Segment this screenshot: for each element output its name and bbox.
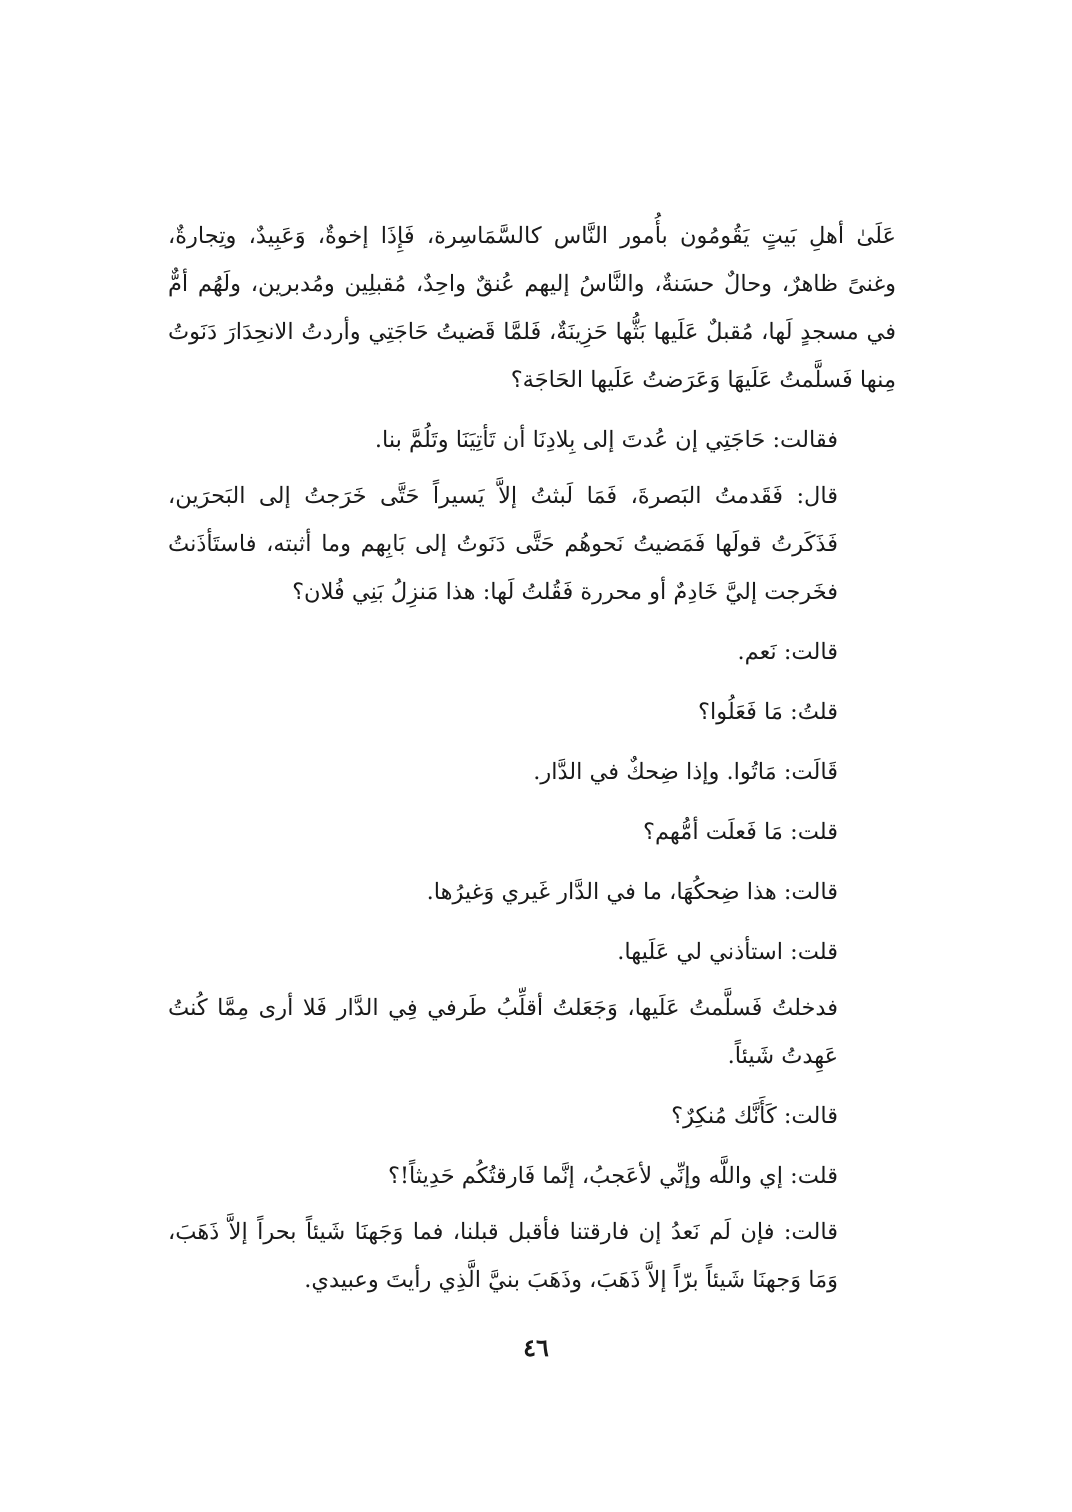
paragraph-dialog: قالت: نَعم. [737, 639, 838, 665]
paragraph-dialog: قَالَت: مَاتُوا. وإذا ضِحكٌ في الدَّار. [533, 759, 838, 785]
paragraph-closing: قالت: فإن لَم نَعدُ إن فارقتنا فأقبل قبلنا، فما وَجَهنَا شَيئاً بحراً إلاَّ ذَهَبَ، وَمَا وَجهنَا شَيئاً برّاً إلاَّ ذَهَبَ، وذَهَبَ بنيَّ الَّذِي رأيتَ وعبيدي. [168, 1219, 838, 1293]
paragraph-opening: عَلَىٰ أهلِ بَيتٍ يَقُومُون بأُمور النَّاس كالسَّمَاسِرة، فَإِذَا إخوةٌ، وَعَبِيدٌ، وتِجارةٌ، وغنىً ظاهرٌ، وحالٌ حسَنةٌ، والنَّاسُ إليهم عُنقٌ واحِدٌ، مُقبلِين ومُدبرين، ولَهُم أمٌّ في مسجدٍ لَها، مُقبلٌ عَلَيها بَثُّها حَزِينَةٌ، فَلمَّا قَضيتُ حَاجَتِي وأردتُ الانحِدَارَ دَنَوتُ مِنها فَسلَّمتُ عَلَيهَا وَعَرَضتُ عَلَيها الحَاجَة؟ [168, 223, 896, 393]
paragraph-dialog: قلت: استأذني لي عَلَيها. [617, 939, 838, 965]
paragraph-dialog: قلت: مَا فَعلَت أمُّهم؟ [643, 819, 838, 845]
page-number: ٤٦ [523, 1333, 549, 1362]
body-text [168, 212, 896, 1304]
paragraph-dialog: فقالت: حَاجَتِي إن عُدتَ إلى بِلادِنَا أن تَأتِيَنَا وتَلُمَّ بنا. [374, 427, 838, 453]
paragraph-dialog: قلتُ: مَا فَعَلُوا؟ [698, 699, 838, 725]
paragraph-dialog: قالت: هذا ضِحكُهَا، ما في الدَّار غَيري وَغيرُها. [426, 879, 838, 905]
paragraph-narration: فدخلتُ فَسلَّمتُ عَلَيها، وَجَعَلتُ أقلِّبُ طَرفي فِي الدَّار فَلا أرى مِمَّا كُنتُ عَهِدتُ شَيئاً. [168, 995, 838, 1069]
paragraph-dialog: قالت: كَأَنَّك مُنكِرٌ؟ [671, 1103, 838, 1129]
paragraph-dialog: قلت: إي واللَّه وإنِّي لأعَجبُ، إنَّما فَارقتُكُم حَدِيثاً!؟ [388, 1163, 838, 1189]
paragraph-narration: قال: فَقَدمتُ البَصرةَ، فَمَا لَبثتُ إلاَّ يَسيراً حَتَّى خَرَجتُ إلى البَحرَين، فَذَكَرتُ قولَها فَمَضيتُ نَحوهُم حَتَّى دَنَوتُ إلى بَابِهم وما أثبته، فاستَأذَنتُ فخَرجت إليَّ خَادِمٌ أو محررة فَقُلتُ لَها: هذا مَنزِلُ بَنِي فُلان؟ [168, 483, 838, 605]
